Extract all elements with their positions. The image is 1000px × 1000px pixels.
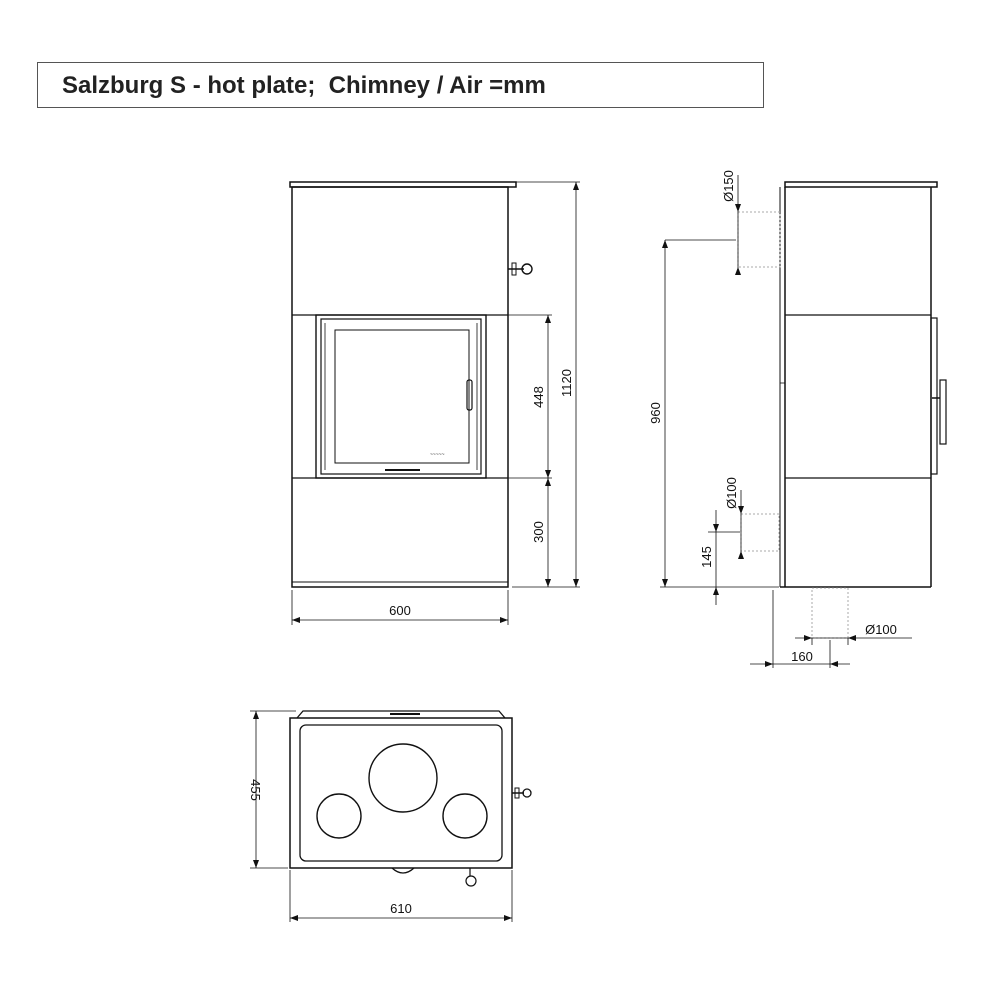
front-view (290, 182, 580, 625)
dim-base-300: 300 (531, 521, 546, 543)
dim-door-448: 448 (531, 386, 546, 408)
dim-depth-455: 455 (248, 779, 263, 801)
page-title: Salzburg S - hot plate; Chimney / Air =mm (62, 72, 546, 99)
dim-height-1120: 1120 (559, 369, 574, 397)
dim-air-side-height-145: 145 (699, 546, 714, 568)
dim-air-bottom-dia-100: Ø100 (865, 622, 897, 637)
dim-flue-height-960: 960 (648, 402, 663, 424)
dim-width-610: 610 (390, 901, 412, 916)
dim-air-side-dia-100: Ø100 (724, 477, 739, 509)
top-view (248, 711, 531, 922)
side-view (648, 170, 946, 668)
dim-flue-dia-150: Ø150 (721, 170, 736, 202)
brand-logo: ~~~~~ (430, 452, 445, 458)
dim-air-bottom-offset-160: 160 (791, 649, 813, 664)
dim-width-600: 600 (389, 603, 411, 618)
